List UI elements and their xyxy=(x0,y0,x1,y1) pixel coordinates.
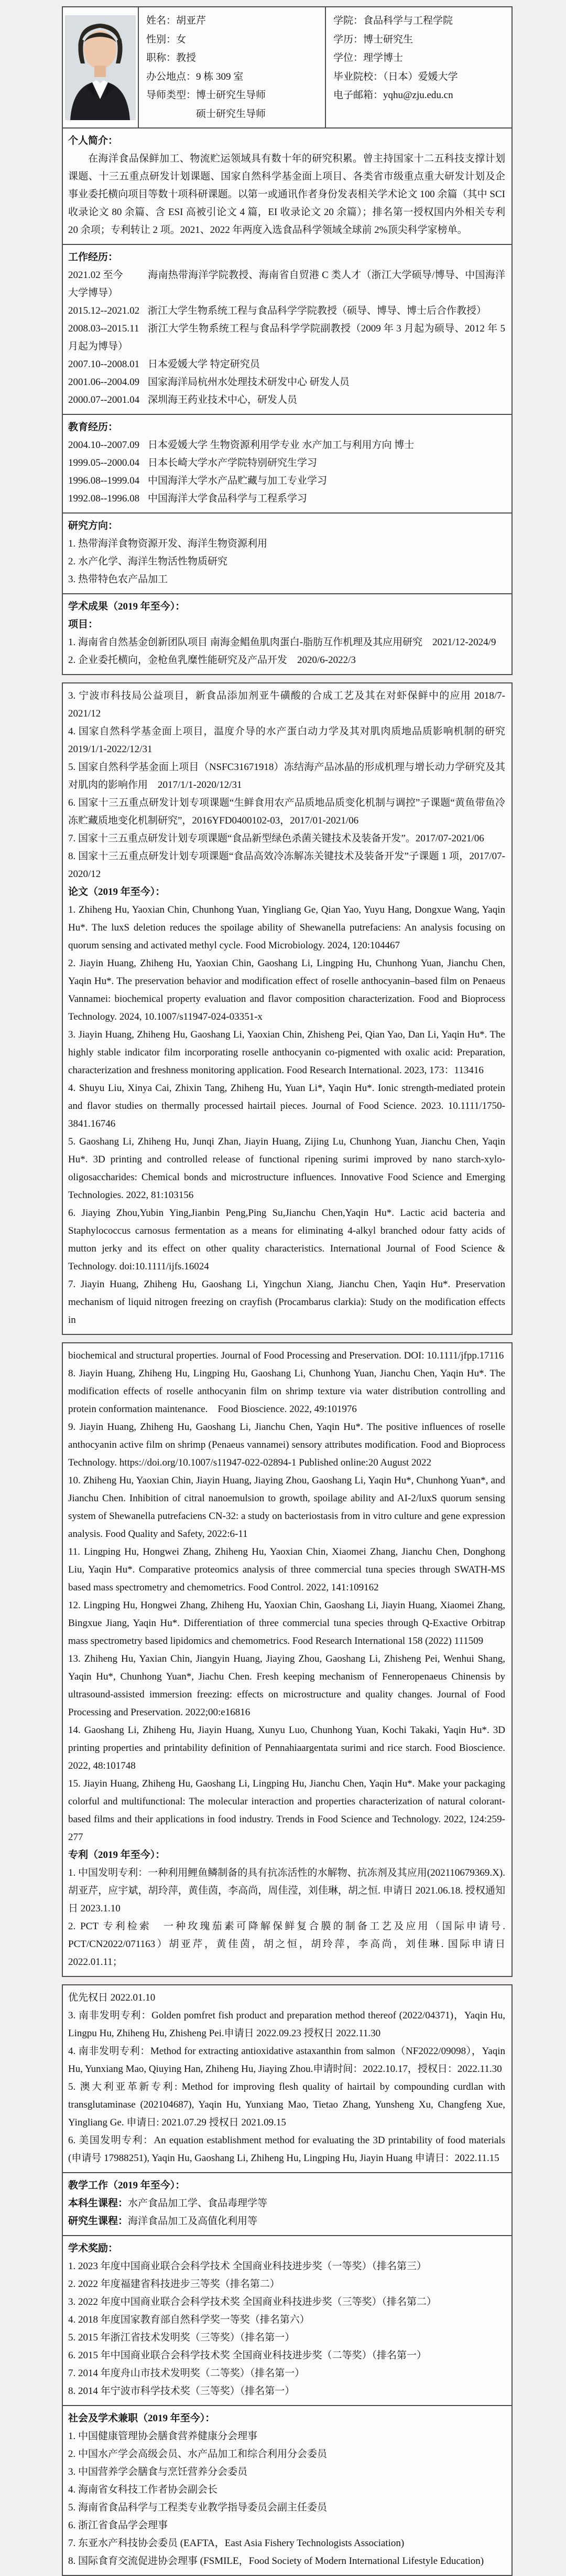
paper-item: 10. Zhiheng Hu, Yaoxian Chin, Jiayin Huang, Jiaying Zhou, Gaoshang Li, Yaqin Hu*, Chunhong Yuan*, and Jianchu Chen. Inhibition of citral nanoemulsion to growth, spoilage ability and AI-2/luxS quorum sensing system of Shewanella putrefaciens CN-32: a study on bacteriostasis from in vitro culture and gene expression analysis. Food Quality and Safety, 2022:6-11 xyxy=(68,1475,505,1540)
work-row: 2000.07--2001.04 深圳海王药业技术中心，研发人员 xyxy=(68,394,298,405)
basic-info-table xyxy=(62,6,513,129)
membership-item: 6. 浙江省食品学会理事 xyxy=(68,2520,168,2531)
degree-value: 理学博士 xyxy=(363,52,404,63)
section-work-header: 工作经历： xyxy=(68,252,118,263)
education-row: 1996.08--1999.04 中国海洋大学水产品贮藏与加工专业学习 xyxy=(68,475,328,486)
work-row: 2001.06--2004.09 国家海洋局杭州水处理技术研发中心 研发人员 xyxy=(68,377,350,388)
paper-item: 6. Jiaying Zhou,Yubin Ying,Jianbin Peng,Ping Su,Jianchu Chen,Yaqin Hu*. Lactic acid bacteria and Staphylococcus carnosus fermentation as a means for eliminating 4-alkyl branched odour fatty acids of mutton jerky and its effect on other quality characteristics. International Journal of Food Science & Technology. doi:10.1111/ijfs.16024 xyxy=(68,1207,505,1272)
name-row: 姓名：胡亚芹 xyxy=(146,15,206,26)
college-row: 学院：食品科学与工程学院 xyxy=(333,15,453,26)
gender-row: 性别：女 xyxy=(146,34,187,45)
profile-text: 在海洋食品保鲜加工、物流贮运领域具有数十年的研究积累。曾主持国家十二五科技支撑计划课题、十三五重点研发计划课题、国家自然科学基金面上项目、各类省市级重点重大研发计划及企事业委托横向项目等数十项科研课题。以第一或通讯作者身份发表相关学术论文 100 余篇（其中 SCI 收录论文 80 余篇、含 ESI 高被引论文 4 篇，EI 收录论文 20 余篇）；排名第一授权国内外相关专利 20 余项；专利转让 2 项。2021、2022 年两度入选食品科学领域全球前 2%顶尖科学家榜单。 xyxy=(68,153,505,236)
paper-item: 14. Gaoshang Li, Zhiheng Hu, Jiayin Huang, Xunyu Luo, Chunhong Yuan, Kochi Takaki, Yaqin Hu*. 3D printing properties and printability definition of Pennahiaargentata surimi and rice starch. Food Bioscience. 2022, 48:101748 xyxy=(68,1725,505,1771)
paper-item: 9. Jiayin Huang, Zhiheng Hu, Gaoshang Li, Jianchu Chen, Yaqin Hu*. The positive influences of roselle anthocyanin active film on shrimp (Penaeus vannamei) sensory attributes modification. Food and Bioprocess Technology. https://doi.org/10.1007/s11947-022-02894-1 Published online:20 August 2022 xyxy=(68,1421,505,1468)
papers-header: 论文（2019 年至今）： xyxy=(68,886,166,897)
research-item: 3. 热带特色农产品加工 xyxy=(68,574,168,585)
photo-cell xyxy=(63,7,139,127)
award-item: 3. 2022 年度中国商业联合会科学技术奖 全国商业科技进步奖（三等奖）（排名第二） xyxy=(68,2296,437,2307)
patents-header: 专利（2019 年至今）： xyxy=(68,1850,166,1861)
paper-item: 3. Jiayin Huang, Zhiheng Hu, Gaoshang Li, Yaoxian Chin, Zhisheng Pei, Qian Yao, Dan Li, Yaqin Hu*. The highly stable indicator film incorporating roselle anthocyanin co-pigmented with oxalic acid: Preparation, characterization and freshness monitoring application. Food Research International. 2023, 173：113416 xyxy=(68,1029,505,1076)
project-item: 1. 海南省自然基金创新团队项目 南海金鲳鱼肌肉蛋白-脂肪互作机理及其应用研究 2021/12-2024/9 xyxy=(68,637,496,648)
email-row: 电子邮箱：yqhu@zju.edu.cn xyxy=(333,90,453,101)
paper-item: 15. Jiayin Huang, Zhiheng Hu, Gaoshang Li, Lingping Hu, Jianchu Chen, Yaqin Hu*. Make your packaging colorful and multifunctional: The molecular interaction and properties characterization of natural colorant-based films and their applications in food industry. Trends in Food Science and Technology. 2022, 124:259-277 xyxy=(68,1778,505,1843)
office-value: 9 栋 309 室 xyxy=(196,71,244,82)
section-profile-header: 个人简介： xyxy=(68,135,118,146)
research-item: 1. 热带海洋食物资源开发、海洋生物资源利用 xyxy=(68,538,268,549)
project-item: 4. 国家自然科学基金面上项目，温度介导的水产蛋白动力学及其对肌肉质地品质影响机制的研究 2019/1/1-2022/12/31 xyxy=(68,726,505,755)
portrait-photo xyxy=(65,15,136,120)
grad-courses-row: 研究生课程：海洋食品加工及高值化利用等 xyxy=(68,2216,258,2227)
patent-item-continuation: 优先权日 2022.01.10 xyxy=(68,1992,156,2003)
section-education xyxy=(62,414,513,514)
section-projects-2-papers-1 xyxy=(62,682,513,1335)
paper-item: 11. Lingping Hu, Hongwei Zhang, Zhiheng Hu, Yaoxian Chin, Xiaomei Zhang, Jianchu Chen, Donghong Liu, Yaqin Hu*. Comparative proteomics analysis of three commercial tuna species through SWATH-MS based mass spectrometry and chemometrics. Food Control. 2022, 141:109162 xyxy=(68,1546,505,1593)
membership-item: 1. 中国健康管理协会膳食营养健康分会理事 xyxy=(68,2431,258,2442)
project-item: 8. 国家十三五重点研发计划专项课题“食品高效冷冻解冻关键技术及装备开发”子课题 1 项，2017/07-2020/12 xyxy=(68,851,505,880)
membership-item: 5. 海南省食品科学与工程类专业教学指导委员会副主任委员 xyxy=(68,2502,328,2513)
paper-item: 4. Shuyu Liu, Xinya Cai, Zhixin Tang, Zhiheng Hu, Yuan Li*, Yaqin Hu*. Ionic strength-mediated protein and flavor studies on thermally processed hairtail pieces. Journal of Food Science. 2023. 10.1111/1750-3841.16746 xyxy=(68,1083,505,1129)
education-row: 1992.08--1996.08 中国海洋大学食品科学与工程系学习 xyxy=(68,493,308,504)
section-research-header: 研究方向： xyxy=(68,520,118,531)
project-item: 6. 国家十三五重点研发计划专项课题“生鲜食用农产品质地品质变化机制与调控”子课题“黄鱼带鱼冷冻贮藏质地变化机制研究”，2016YFD0400102-03，2017/01-2021/06 xyxy=(68,797,505,826)
research-item: 2. 水产化学、海洋生物活性物质研究 xyxy=(68,556,228,567)
award-item: 1. 2023 年度中国商业联合会科学技术 全国商业科技进步奖（一等奖）（排名第三） xyxy=(68,2261,427,2272)
work-row: 2015.12--2021.02 浙江大学生物系统工程与食品科学学院教授（硕导、博导、博士后合作教授） xyxy=(68,305,487,316)
award-item: 2. 2022 年度福建省科技进步三等奖（排名第二） xyxy=(68,2279,280,2290)
award-item: 8. 2014 年宁波市科学技术奖（三等奖）（排名第一） xyxy=(68,2386,295,2397)
mentor-type-2: 硕士研究生导师 xyxy=(196,108,266,120)
projects-label: 项目： xyxy=(68,619,99,630)
teaching-header: 教学工作（2019 年至今）： xyxy=(68,2180,186,2191)
title-value: 教授 xyxy=(176,52,197,63)
patent-item: 1. 中国发明专利：一种利用鲤鱼鳞制备的具有抗冻活性的水解物、抗冻剂及其应用(202110679369.X). 胡亚芹，应宇斌，胡玲萍，黄佳茵，李高尚，周佳滢，刘佳琳，胡之恒. 申请日 2021.06.18. 授权通知日 2023.1.10 xyxy=(68,1867,505,1914)
membership-item: 8. 国际食育交流促进协会理事 (FSMILE，Food Society of Modern International Lifestyle Education) xyxy=(68,2556,484,2567)
paper-item: 8. Jiayin Huang, Zhiheng Hu, Lingping Hu, Gaoshang Li, Chunhong Yuan, Jianchu Chen, Yaqin Hu*. The modification effects of roselle anthocyanin film on shrimp texture via water distribution controlling and protein conformation maintenance. Food Bioscience. 2022, 49:101976 xyxy=(68,1368,505,1415)
paper-item: 13. Zhiheng Hu, Yaxian Chin, Jiangyin Huang, Jiaying Zhou, Gaoshang Li, Zhisheng Pei, Wenhui Shang, Yaqin Hu*, Chunhong Yuan*, Jiachu Chen. Fresh keeping mechanism of Fenneropenaeus Chinensis by ultrasound-assisted immersion freezing: effects on microstructure and quality changes. Journal of Food Processing and Preservation. 2022;00:e16816 xyxy=(68,1653,505,1718)
membership-item: 7. 东亚水产科技协会委员 (EAFTA，East Asia Fishery Technologists Association) xyxy=(68,2538,405,2549)
education-row: 2004.10--2007.09 日本爱媛大学 生物资源利用学专业 水产加工与利用方向 博士 xyxy=(68,440,415,451)
work-row: 2008.03--2015.11 浙江大学生物系统工程与食品科学学院副教授（2009 年 3 月起为硕导、2012 年 5 月起为博导） xyxy=(68,323,505,352)
membership-item: 2. 中国水产学会高级会员、水产品加工和综合利用分会委员 xyxy=(68,2449,328,2460)
alma-mater-row: 毕业院校：（日本）爱媛大学 xyxy=(333,71,458,82)
paper-item-continuation: biochemical and structural properties. Journal of Food Processing and Preservation. DOI: 10.1111/jfpp.17116 xyxy=(68,1350,504,1361)
patent-item: 2. PCT 专利检索 一种玫瑰茄素可降解保鲜复合膜的制备工艺及应用（国际申请号. PCT/CN2022/071163）胡亚芹，黄佳茵，胡之恒，胡玲萍，李高尚，刘佳琳. 国际申请日 2022.01.11； xyxy=(68,1921,505,1968)
paper-item: 5. Gaoshang Li, Zhiheng Hu, Junqi Zhan, Jiayin Huang, Zijing Lu, Chunhong Yuan, Jianchu Chen, Yaqin Hu*. 3D printing and controlled release of functional ripening surimi improved by nano starch-xylo-oligosaccharides: Chemical bonds and microstructure influences. Innovative Food Science and Emerging Technologies. 2022, 81:103156 xyxy=(68,1136,505,1201)
patent-item: 4. 南非发明专利：Method for extracting antioxidative astaxanthin from salmon（NF2022/09098），Yaqin Hu, Yunxiang Mao, Qiuying Han, Zhiheng Hu, Jiaying Zhou.申请时间：2022.10.17，授权日：2022.11.30 xyxy=(68,2046,505,2075)
alma-mater-value: （日本）爱媛大学 xyxy=(383,71,458,82)
gender-value: 女 xyxy=(176,34,187,45)
mentor-type-1: 博士研究生导师 xyxy=(196,90,266,101)
paper-item: 7. Jiayin Huang, Zhiheng Hu, Gaoshang Li, Yingchun Xiang, Jianchu Chen, Yaqin Hu*. Preservation mechanism of liquid nitrogen freezing on crayfish (Procambarus clarkia): Study on the modification effects in xyxy=(68,1279,505,1326)
paper-item: 1. Zhiheng Hu, Yaoxian Chin, Chunhong Yuan, Yingliang Ge, Qian Yao, Yuyu Hang, Dongxue Wang, Yaqin Hu*. The luxS deletion reduces the spoilage ability of Shewanella putrefaciens: An analysis focusing on quorum sensing and activated methyl cycle. Food Microbiology. 2024, 120:104467 xyxy=(68,904,505,951)
education-level-row: 学历：博士研究生 xyxy=(333,34,413,45)
education-row: 1999.05--2000.04 日本长崎大学水产学院特别研究生学习 xyxy=(68,457,318,468)
title-row: 职称：教授 xyxy=(146,52,197,63)
mentor-type-row-2 xyxy=(146,105,321,124)
project-item: 7. 国家十三五重点研发计划专项课题“食品新型绿色杀菌关键技术及装备开发”。2017/07-2021/06 xyxy=(68,833,484,844)
memberships-header: 社会及学术兼职（2019 年至今）： xyxy=(68,2413,215,2424)
award-item: 6. 2015 年中国商业联合会科学技术奖 全国商业科技进步奖（二等奖）（排名第一） xyxy=(68,2350,427,2361)
name-value: 胡亚芹 xyxy=(176,15,206,26)
paper-item: 2. Jiayin Huang, Zhiheng Hu, Yaoxian Chin, Gaoshang Li, Lingping Hu, Chunhong Yuan, Jianchu Chen, Yaqin Hu*. The preservation behavior and modification effect of roselle anthocyanin–based film on Penaeus Vannamei: biochemical property evaluation and flavor composition characterization. Food and Bioprocess Technology. 2024, 10.1007/s11947-024-03351-x xyxy=(68,958,505,1022)
section-research xyxy=(62,512,513,594)
section-work xyxy=(62,244,513,415)
section-achievements-projects-1 xyxy=(62,593,513,675)
achievements-header: 学术成果（2019 年至今）： xyxy=(68,601,186,612)
award-item: 4. 2018 年度国家教育部自然科学奖一等奖（排名第六） xyxy=(68,2314,310,2325)
patent-item: 6. 美国发明专利：An equation establishment method for evaluating the 3D printability of food materials (申请号 17988251), Yaqin Hu, Gaoshang Li, Zhiheng Hu, Lingping Hu, Jiayin Huang 申请日：2022.11.15 xyxy=(68,2135,505,2164)
education-level-value: 博士研究生 xyxy=(363,34,413,45)
email-link[interactable]: yqhu@zju.edu.cn xyxy=(383,90,453,101)
award-item: 5. 2015 年浙江省技术发明奖（三等奖）（排名第一） xyxy=(68,2332,295,2343)
undergrad-courses: 水产食品加工学、食品毒理学等 xyxy=(128,2198,268,2209)
section-teaching xyxy=(62,2172,513,2236)
project-item: 5. 国家自然科学基金面上项目（NSFC31671918）冻结海产品冰晶的形成机理与增长动力学研究及其对肌肉的影响作用 2017/1/1-2020/12/31 xyxy=(68,762,505,790)
project-item: 3. 宁波市科技局公益项目，新食品添加剂亚牛磺酸的合成工艺及其在对虾保鲜中的应用 2018/7-2021/12 xyxy=(68,690,505,719)
section-papers-2-patents-1 xyxy=(62,1342,513,1977)
info-right-column xyxy=(326,7,511,127)
undergrad-courses-row: 本科生课程：水产食品加工学、食品毒理学等 xyxy=(68,2198,268,2209)
section-profile xyxy=(62,127,513,245)
section-memberships xyxy=(62,2405,513,2576)
membership-item: 3. 中国营养学会膳食与烹饪营养分会委员 xyxy=(68,2466,248,2477)
patent-item: 5. 澳大利亚革新专利: Method for improving flesh quality of hairtail by compounding curdlan with transglutaminase (202104687), Yaqin Hu, Yunxiang Mao, Tietao Zhang, Yunsheng Xu, Changfeng Xue, Yingliang Ge. 申请日: 2021.07.29 授权日 2021.09.15 xyxy=(68,2081,505,2128)
section-awards xyxy=(62,2235,513,2406)
section-education-header: 教育经历： xyxy=(68,422,118,433)
work-row: 2007.10--2008.01 日本爱媛大学 特定研究员 xyxy=(68,359,260,370)
section-patents-2 xyxy=(62,1984,513,2173)
faculty-profile-document xyxy=(62,7,513,2576)
office-row: 办公地点：9 栋 309 室 xyxy=(146,71,244,82)
info-left-column xyxy=(139,7,326,127)
membership-item: 4. 海南省女科技工作者协会副会长 xyxy=(68,2484,218,2495)
patent-item: 3. 南非发明专利：Golden pomfret fish product and preparation method thereof (2022/04371)，Yaqin Hu, Lingpu Hu, Zhiheng Hu, Zhisheng Pei.申请日 2022.09.23 授权日 2022.11.30 xyxy=(68,2010,505,2039)
paper-item: 12. Lingping Hu, Hongwei Zhang, Zhiheng Hu, Yaoxian Chin, Gaoshang Li, Jiayin Huang, Xiaomei Zhang, Bingxue Jiang, Yaqin Hu*. Differentiation of three commercial tuna species through Q-Exactive Orbitrap mass spectrometry based lipidomics and chemometrics. Food Research International 158 (2022) 111509 xyxy=(68,1600,505,1647)
project-item: 2. 企业委托横向，金枪鱼乳糜性能研究及产品开发 2020/6-2022/3 xyxy=(68,655,356,666)
mentor-type-row: 导师类型：博士研究生导师 xyxy=(146,90,266,101)
college-value: 食品科学与工程学院 xyxy=(363,15,453,26)
award-item: 7. 2014 年度舟山市技术发明奖（二等奖）（排名第一） xyxy=(68,2368,305,2379)
awards-header: 学术奖励： xyxy=(68,2243,118,2254)
work-row: 2021.02 至今 海南热带海洋学院教授、海南省自贸港 C 类人才（浙江大学硕导/博导、中国海洋大学博导） xyxy=(68,270,505,298)
degree-row: 学位：理学博士 xyxy=(333,52,404,63)
grad-courses: 海洋食品加工及高值化利用等 xyxy=(128,2216,258,2227)
